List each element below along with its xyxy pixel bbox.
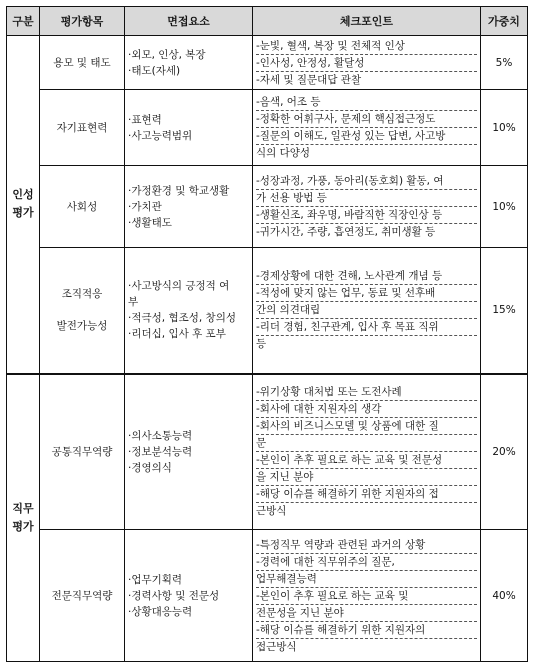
- element-line: ·가정환경 및 학교생활: [128, 184, 230, 197]
- elements-cell: [125, 374, 253, 530]
- element-line: ·의사소통능력: [128, 429, 193, 442]
- checkpoint-line: -경제상황에 대한 견해, 노사관계 개념 등: [256, 268, 477, 285]
- weight-cell: 20%: [481, 374, 528, 530]
- category-line: 평가: [12, 206, 34, 220]
- item-label: 발전가능성: [56, 320, 108, 333]
- checkpoint-line: 전문성을 지닌 분야: [256, 605, 477, 622]
- element-line: ·업무기획력: [128, 573, 183, 586]
- table-row: [7, 248, 528, 374]
- checkpoints-cell: [253, 166, 481, 248]
- category-line: 인성: [12, 188, 34, 202]
- item-label: 공통직무역량: [51, 445, 113, 458]
- header-elements: 면접요소: [125, 7, 253, 36]
- checkpoint-line: -본인이 추후 필요로 하는 교육 및: [256, 588, 477, 605]
- weight-cell: 40%: [481, 530, 528, 662]
- element-line: ·경영의식: [128, 461, 172, 474]
- checkpoint-line: -회사에 대한 지원자의 생각: [256, 401, 477, 418]
- interview-evaluation-table: [6, 6, 528, 662]
- checkpoint-line: 접근방식: [256, 640, 297, 653]
- item-cell: [40, 90, 125, 166]
- checkpoint-line: 업무해결능력: [256, 571, 477, 588]
- checkpoint-line: -질문의 이해도, 일관성 있는 답변, 사고방: [256, 128, 477, 145]
- checkpoint-line: -음색, 어조 등: [256, 94, 477, 111]
- element-line: ·상황대응능력: [128, 605, 193, 618]
- element-line: ·생활태도: [128, 216, 172, 229]
- weight-cell: 10%: [481, 166, 528, 248]
- checkpoints-cell: [253, 374, 481, 530]
- table-body: [7, 36, 528, 662]
- element-line: ·적극성, 협조성, 창의성: [128, 312, 236, 325]
- checkpoint-line: 등: [256, 338, 267, 351]
- checkpoint-line: 을 지닌 분야: [256, 469, 477, 486]
- category-cell-job: [7, 374, 40, 662]
- checkpoint-line: -본인이 추후 필요로 하는 교육 및 전문성: [256, 452, 477, 469]
- checkpoint-line: -정확한 어휘구사, 문제의 핵심접근정도: [256, 111, 477, 128]
- checkpoint-line: -성장과정, 가풍, 동아리(동호회) 활동, 여: [256, 173, 477, 190]
- table-row: [7, 530, 528, 662]
- checkpoint-line: 간의 의견대립: [256, 302, 477, 319]
- table-row: [7, 374, 528, 530]
- checkpoint-line: -리더 경험, 친구관계, 입사 후 목표 직위: [256, 319, 477, 336]
- checkpoints-cell: [253, 248, 481, 374]
- checkpoint-line: -특정직무 역량과 관련된 과거의 상황: [256, 537, 477, 554]
- element-line: ·가치관: [128, 200, 162, 213]
- header-checkpoints: 체크포인트: [253, 7, 481, 36]
- checkpoint-line: 가 선용 방법 등: [256, 190, 477, 207]
- table-row: [7, 166, 528, 248]
- checkpoint-line: -해당 이슈를 해결하기 위한 지원자의: [256, 622, 477, 639]
- element-line: ·리더십, 입사 후 포부: [128, 328, 226, 341]
- elements-cell: [125, 530, 253, 662]
- element-line: ·사고방식의 긍정적 여: [128, 280, 230, 293]
- item-label: 자기표현력: [56, 121, 108, 134]
- header-item: 평가항목: [40, 7, 125, 36]
- item-label: 용모 및 태도: [53, 56, 111, 69]
- element-line: ·표현력: [128, 113, 162, 126]
- checkpoint-line: -해당 이슈를 해결하기 위한 지원자의 접: [256, 486, 477, 503]
- checkpoint-line: -경력에 대한 직무위주의 질문,: [256, 554, 477, 571]
- category-line: 평가: [12, 519, 34, 533]
- checkpoint-line: -생활신조, 좌우명, 바람직한 직장인상 등: [256, 207, 477, 224]
- checkpoint-line: 식의 다양성: [256, 147, 311, 159]
- item-label: 조직적응: [61, 288, 103, 301]
- checkpoint-line: 문: [256, 435, 477, 452]
- checkpoint-line: -눈빛, 혈색, 복장 및 전체적 인상: [256, 38, 477, 55]
- checkpoint-line: -위기상황 대처법 또는 도전사례: [256, 384, 477, 401]
- checkpoint-line: -자세 및 질문대답 관찰: [256, 73, 362, 86]
- item-cell: [40, 530, 125, 662]
- checkpoint-line: -귀가시간, 주량, 흡연정도, 취미생활 등: [256, 226, 436, 238]
- category-cell-personality: [7, 36, 40, 374]
- element-line: 부: [128, 296, 139, 309]
- element-line: ·사고능력범위: [128, 129, 193, 142]
- checkpoints-cell: [253, 36, 481, 90]
- elements-cell: [125, 36, 253, 90]
- item-cell: [40, 166, 125, 248]
- checkpoints-cell: [253, 530, 481, 662]
- item-label: 전문직무역량: [51, 589, 113, 602]
- elements-cell: [125, 166, 253, 248]
- weight-cell: 10%: [481, 90, 528, 166]
- element-line: ·정보분석능력: [128, 445, 193, 458]
- header-weight: 가중치: [481, 7, 528, 36]
- table-row: [7, 90, 528, 166]
- item-cell: [40, 36, 125, 90]
- checkpoint-line: -회사의 비즈니스모델 및 상품에 대한 질: [256, 418, 477, 435]
- checkpoint-line: -적성에 맞지 않는 업무, 동료 및 선후배: [256, 285, 477, 302]
- item-label: 사회성: [66, 200, 98, 213]
- element-line: ·태도(자세): [128, 64, 181, 77]
- element-line: ·경력사항 및 전문성: [128, 589, 220, 602]
- elements-cell: [125, 90, 253, 166]
- elements-cell: [125, 248, 253, 374]
- checkpoint-line: 근방식: [256, 505, 287, 518]
- element-line: ·외모, 인상, 복장: [128, 48, 206, 61]
- header-category: 구분: [7, 7, 40, 36]
- checkpoint-line: -인사성, 안정성, 활달성: [256, 55, 477, 72]
- weight-cell: 15%: [481, 248, 528, 374]
- checkpoints-cell: [253, 90, 481, 166]
- item-cell: [40, 374, 125, 530]
- category-line: 직무: [12, 501, 34, 515]
- table-row: [7, 36, 528, 90]
- header-row: [7, 7, 528, 36]
- item-cell: [40, 248, 125, 374]
- weight-cell: 5%: [481, 36, 528, 90]
